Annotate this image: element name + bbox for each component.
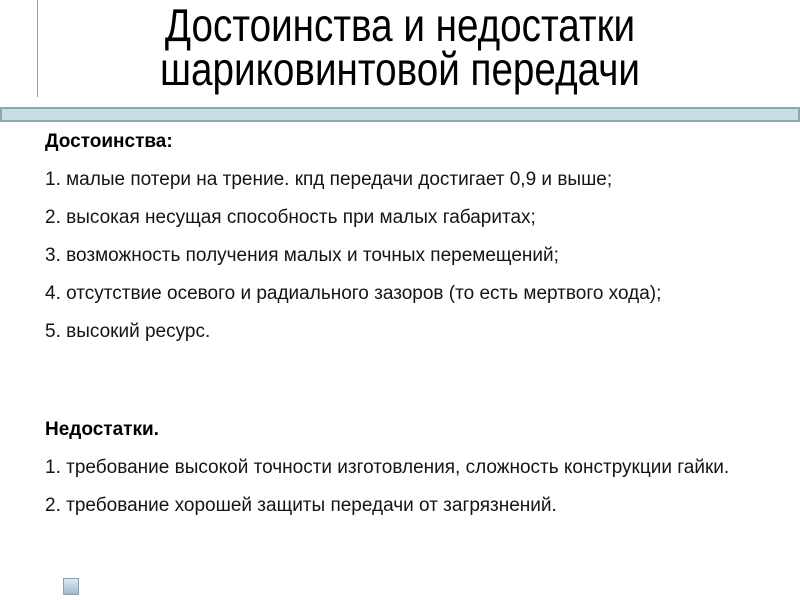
advantages-item-3: 3. возможность получения малых и точных перемещений; xyxy=(45,245,559,266)
slide-title-line2: шариковинтовой передачи xyxy=(160,43,640,95)
slide-body xyxy=(45,123,763,525)
disadvantages-item-2: 2. требование хорошей защиты передачи от загрязнений. xyxy=(45,495,557,516)
template-corner-ornament xyxy=(63,578,79,595)
disadvantages-heading: Недостатки. xyxy=(45,419,159,440)
title-separator-band xyxy=(0,107,800,122)
advantages-item-1: 1. малые потери на трение. кпд передачи достигает 0,9 и выше; xyxy=(45,169,613,190)
section-spacer xyxy=(45,351,763,411)
template-vertical-line xyxy=(37,0,38,97)
advantages-item-2: 2. высокая несущая способность при малых габаритах; xyxy=(45,207,536,228)
slide-title xyxy=(64,0,736,95)
disadvantages-item-1: 1. требование высокой точности изготовления, сложность конструкции гайки. xyxy=(45,457,730,478)
advantages-item-4: 4. отсутствие осевого и радиального зазоров (то есть мертвого хода); xyxy=(45,283,662,304)
slide-title-line1: Достоинства и недостатки xyxy=(164,0,636,51)
advantages-heading: Достоинства: xyxy=(45,131,173,152)
advantages-item-5: 5. высокий ресурс. xyxy=(45,321,211,342)
